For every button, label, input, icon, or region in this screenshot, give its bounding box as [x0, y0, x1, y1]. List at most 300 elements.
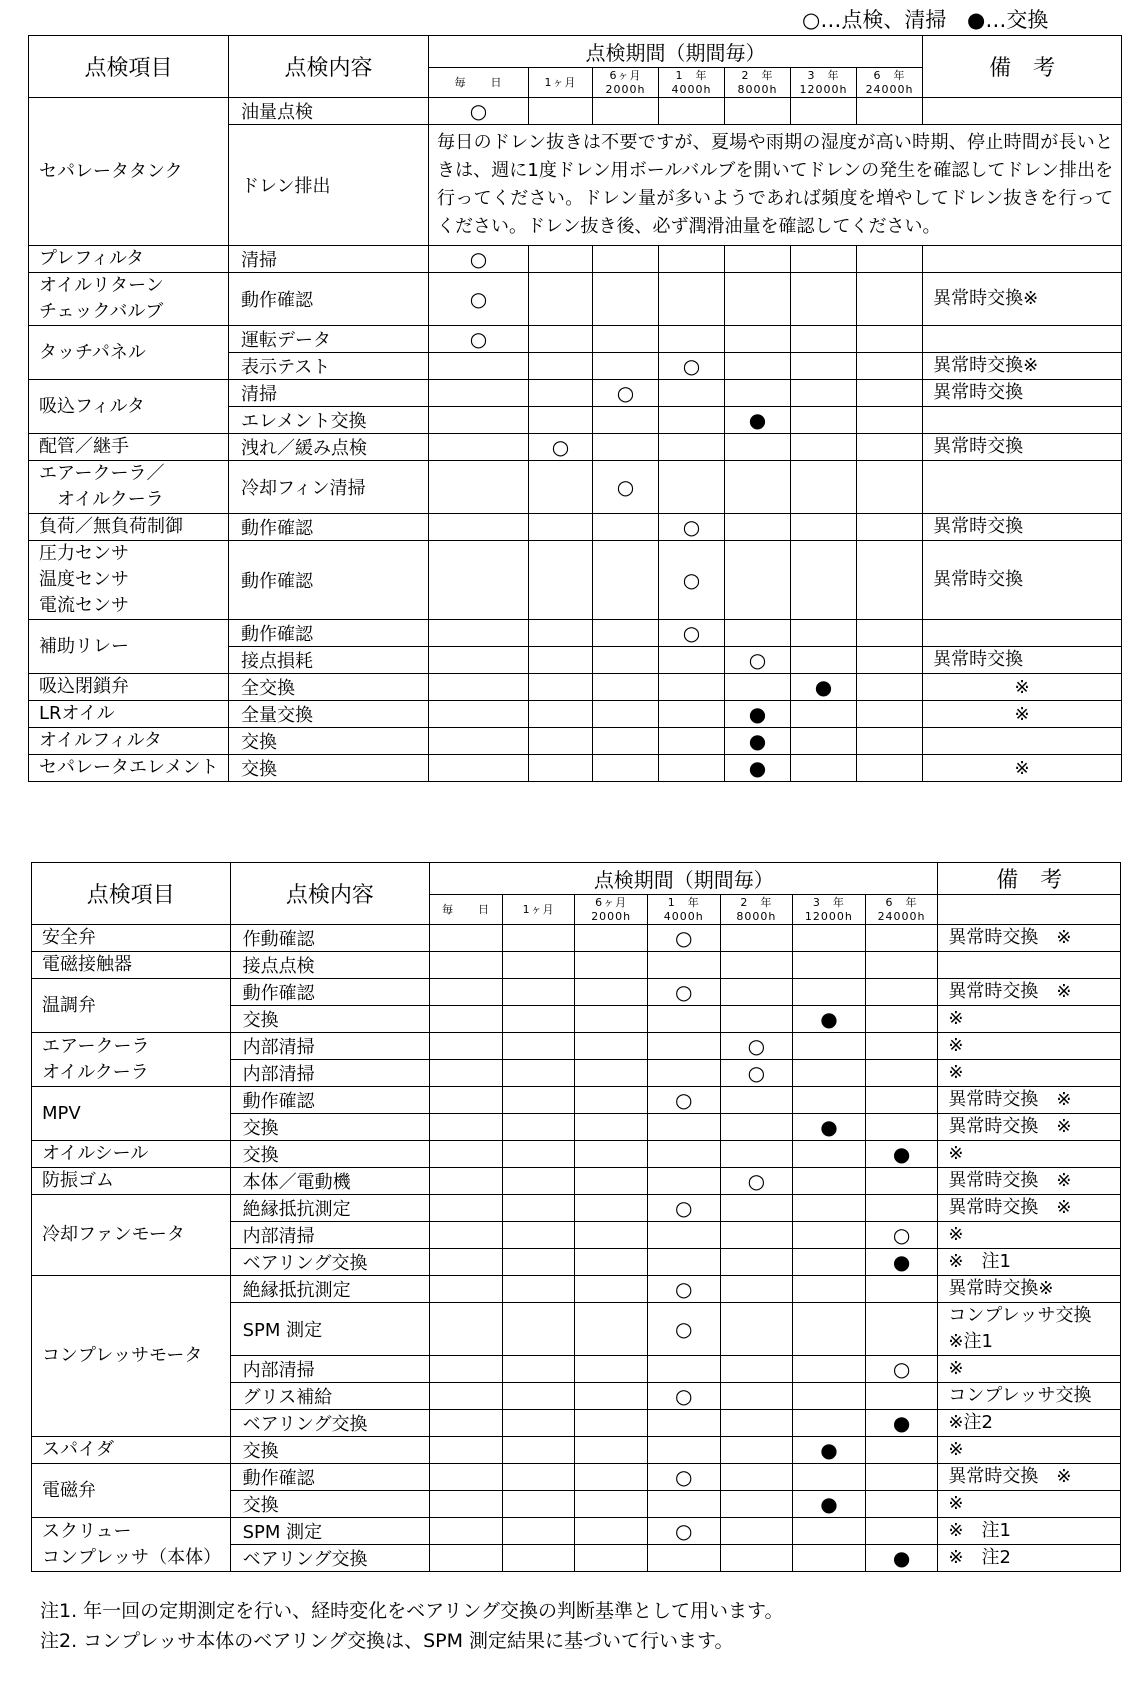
mark-cell: [647, 1195, 720, 1222]
mark-cell: [575, 1491, 648, 1518]
mark-cell: [857, 380, 923, 407]
table-row: [32, 1168, 1121, 1195]
drain-note: 毎日のドレン抜きは不要ですが、夏場や雨期の湿度が高い時期、停止時間が長いときは、週に1度ドレン用ボールバルブを開いてドレンの発生を確認してドレン排出を行ってください。ドレン量が多いようであれば頻度を増やしてドレン抜きを行ってください。ドレン抜き後、必ず潤滑油量を確認してください。: [429, 125, 1122, 246]
content-cell: エレメント交換: [229, 407, 429, 434]
remark-cell: 異常時交換: [923, 380, 1122, 407]
mark-cell: [593, 380, 659, 407]
mark-cell: [865, 1303, 938, 1356]
inspect-mark: ○: [747, 1061, 766, 1085]
mark-cell: [865, 1276, 938, 1303]
mark-cell: [793, 1356, 866, 1383]
mark-cell: [647, 1087, 720, 1114]
table-row: [29, 620, 1122, 647]
mark-cell: [720, 1195, 793, 1222]
remark-cell: ※: [938, 1060, 1121, 1087]
remark-cell: ※: [938, 1222, 1121, 1249]
item-cell: 吸込フィルタ: [29, 380, 229, 434]
table-row: [29, 728, 1122, 755]
mark-cell: [793, 1060, 866, 1087]
table-row: [32, 979, 1121, 1006]
period-col-3: [659, 68, 725, 98]
footnote-1: 注1. 年一回の定期測定を行い、経時変化をベアリング交換の判断基準として用います。: [40, 1600, 784, 1622]
mark-cell: [791, 461, 857, 514]
content-cell: 清掃: [229, 246, 429, 273]
content-cell: ベアリング交換: [230, 1545, 430, 1572]
mark-cell: [647, 1437, 720, 1464]
header-content: 点検内容: [229, 36, 429, 98]
content-cell: ベアリング交換: [230, 1249, 430, 1276]
legend-open: ○…点検、清掃: [802, 8, 947, 32]
mark-cell: [430, 1060, 503, 1087]
mark-cell: [865, 1383, 938, 1410]
remark-cell: 異常時交換※: [923, 273, 1122, 326]
remark-cell: [923, 326, 1122, 353]
table-row: [29, 541, 1122, 620]
period-hours: 8000h: [737, 82, 778, 96]
mark-cell: [430, 1410, 503, 1437]
table1-header: [29, 36, 1122, 98]
item-cell: 負荷／無負荷制御: [29, 514, 229, 541]
mark-cell: [529, 246, 593, 273]
mark-cell: [502, 1222, 575, 1249]
mark-cell: [593, 326, 659, 353]
remark-cell: [923, 98, 1122, 125]
inspect-mark: ○: [675, 1384, 693, 1408]
mark-cell: [791, 434, 857, 461]
header-item: 点検項目: [29, 36, 229, 98]
mark-cell: [529, 701, 593, 728]
content-cell: 交換: [230, 1491, 430, 1518]
item-cell: セパレータタンク: [29, 98, 229, 246]
table-row: [29, 461, 1122, 514]
mark-cell: [529, 541, 593, 620]
mark-cell: [593, 728, 659, 755]
remark-cell: ※: [923, 674, 1122, 701]
content-cell: SPM 測定: [230, 1518, 430, 1545]
period-col-1: [502, 895, 575, 925]
mark-cell: [502, 1518, 575, 1545]
header-period: 点検期間（期間毎）: [430, 863, 938, 895]
inspect-mark: ○: [616, 475, 635, 499]
mark-cell: [865, 1491, 938, 1518]
mark-cell: [430, 1114, 503, 1141]
mark-cell: [647, 1464, 720, 1491]
mark-cell: [429, 728, 529, 755]
mark-cell: [575, 1222, 648, 1249]
mark-cell: [575, 1195, 648, 1222]
table-row: [32, 1464, 1121, 1491]
mark-cell: [725, 273, 791, 326]
mark-cell: [791, 98, 857, 125]
mark-cell: [793, 1114, 866, 1141]
content-cell: 交換: [229, 728, 429, 755]
remark-cell: 異常時交換: [923, 541, 1122, 620]
content-cell: 交換: [229, 755, 429, 782]
item-cell: スクリュー コンプレッサ（本体）: [32, 1518, 231, 1572]
mark-cell: [429, 273, 529, 326]
table-row: [32, 1437, 1121, 1464]
table-row: [29, 674, 1122, 701]
mark-cell: [502, 1249, 575, 1276]
inspect-mark: ○: [469, 287, 488, 311]
remark-cell: [923, 728, 1122, 755]
mark-cell: [430, 1518, 503, 1545]
mark-cell: [720, 1276, 793, 1303]
mark-cell: [647, 1006, 720, 1033]
mark-cell: [575, 1276, 648, 1303]
mark-cell: [575, 1033, 648, 1060]
replace-mark: ●: [892, 1250, 911, 1274]
mark-cell: [865, 1006, 938, 1033]
remark-cell: コンプレッサ交換 ※注1: [938, 1303, 1121, 1356]
mark-cell: [575, 1114, 648, 1141]
remark-cell: ※: [923, 701, 1122, 728]
mark-cell: [575, 1303, 648, 1356]
mark-cell: [720, 1303, 793, 1356]
mark-cell: [659, 514, 725, 541]
mark-cell: [502, 1545, 575, 1572]
remark-cell: ※ 注1: [938, 1518, 1121, 1545]
header-remarks: 備 考: [923, 36, 1122, 98]
mark-cell: [791, 353, 857, 380]
remark-cell: 異常時交換 ※: [938, 979, 1121, 1006]
mark-cell: [857, 674, 923, 701]
mark-cell: [793, 979, 866, 1006]
inspect-mark: ○: [747, 1169, 766, 1193]
mark-cell: [659, 755, 725, 782]
item-cell: 冷却ファンモータ: [32, 1195, 231, 1276]
content-cell: ドレン排出: [229, 125, 429, 246]
mark-cell: [793, 1410, 866, 1437]
period-col-6: [857, 68, 923, 98]
mark-cell: [429, 353, 529, 380]
mark-cell: [720, 1383, 793, 1410]
inspect-mark: ○: [675, 1519, 693, 1543]
mark-cell: [593, 541, 659, 620]
content-cell: 動作確認: [230, 979, 430, 1006]
mark-cell: [529, 514, 593, 541]
mark-cell: [865, 952, 938, 979]
mark-cell: [647, 925, 720, 952]
mark-cell: [502, 1276, 575, 1303]
remark-cell: 異常時交換: [923, 514, 1122, 541]
mark-cell: [502, 979, 575, 1006]
mark-cell: [502, 1141, 575, 1168]
mark-cell: [865, 1249, 938, 1276]
inspect-mark: ○: [675, 926, 693, 950]
mark-cell: [659, 728, 725, 755]
mark-cell: [529, 434, 593, 461]
mark-cell: [430, 1383, 503, 1410]
mark-cell: [593, 620, 659, 647]
mark-cell: [647, 1114, 720, 1141]
mark-cell: [725, 755, 791, 782]
mark-cell: [865, 1114, 938, 1141]
mark-cell: [857, 755, 923, 782]
remark-cell: [923, 246, 1122, 273]
remark-cell: ※注2: [938, 1410, 1121, 1437]
mark-cell: [793, 925, 866, 952]
mark-cell: [575, 1087, 648, 1114]
table2-body: [32, 925, 1121, 1572]
mark-cell: [865, 925, 938, 952]
table2-header: [32, 863, 1121, 925]
item-cell: MPV: [32, 1087, 231, 1141]
mark-cell: [865, 1087, 938, 1114]
content-cell: 全量交換: [229, 701, 429, 728]
mark-cell: [720, 1087, 793, 1114]
mark-cell: [529, 674, 593, 701]
mark-cell: [593, 246, 659, 273]
mark-cell: [575, 1464, 648, 1491]
item-cell: 配管／継手: [29, 434, 229, 461]
mark-cell: [529, 728, 593, 755]
mark-cell: [647, 1356, 720, 1383]
period-label: 6 年: [885, 895, 918, 909]
replace-mark: ●: [820, 1492, 838, 1516]
remark-cell: ※ 注1: [938, 1249, 1121, 1276]
content-cell: 動作確認: [229, 541, 429, 620]
mark-cell: [429, 514, 529, 541]
mark-cell: [502, 1303, 575, 1356]
mark-cell: [793, 1545, 866, 1572]
mark-cell: [430, 1141, 503, 1168]
mark-cell: [857, 407, 923, 434]
header-item: 点検項目: [32, 863, 231, 925]
mark-cell: [793, 1437, 866, 1464]
table-row: [32, 952, 1121, 979]
mark-cell: [593, 407, 659, 434]
mark-cell: [720, 1356, 793, 1383]
inspect-mark: ○: [675, 980, 693, 1004]
period-label: 3 年: [812, 895, 845, 909]
mark-cell: [720, 979, 793, 1006]
table-row: [29, 434, 1122, 461]
mark-cell: [725, 326, 791, 353]
mark-cell: [791, 647, 857, 674]
item-cell: 電磁接触器: [32, 952, 231, 979]
mark-cell: [791, 701, 857, 728]
mark-cell: [575, 925, 648, 952]
content-cell: 交換: [230, 1141, 430, 1168]
mark-cell: [865, 1545, 938, 1572]
mark-cell: [647, 952, 720, 979]
mark-cell: [720, 1033, 793, 1060]
mark-cell: [865, 979, 938, 1006]
period-hours: 24000h: [865, 82, 914, 96]
table-row: [29, 273, 1122, 326]
mark-cell: [659, 326, 725, 353]
mark-cell: [725, 728, 791, 755]
mark-cell: [429, 461, 529, 514]
remark-cell: [938, 952, 1121, 979]
mark-cell: [593, 514, 659, 541]
period-col-1: [529, 68, 593, 98]
mark-cell: [791, 246, 857, 273]
mark-cell: [575, 1006, 648, 1033]
mark-cell: [593, 755, 659, 782]
mark-cell: [529, 326, 593, 353]
item-cell: タッチパネル: [29, 326, 229, 380]
item-cell: オイルフィルタ: [29, 728, 229, 755]
mark-cell: [725, 461, 791, 514]
mark-cell: [793, 1222, 866, 1249]
remark-cell: 異常時交換※: [938, 1276, 1121, 1303]
content-cell: 運転データ: [229, 326, 429, 353]
remark-cell: [923, 461, 1122, 514]
mark-cell: [793, 1276, 866, 1303]
replace-mark: ●: [748, 729, 767, 753]
content-cell: 洩れ／緩み点検: [229, 434, 429, 461]
mark-cell: [529, 380, 593, 407]
mark-cell: [647, 1249, 720, 1276]
mark-cell: [791, 728, 857, 755]
header-remarks-blank: [938, 895, 1121, 925]
mark-cell: [502, 1491, 575, 1518]
item-cell: セパレータエレメント: [29, 755, 229, 782]
mark-cell: [529, 273, 593, 326]
period-label: 6ヶ月: [595, 895, 628, 909]
remark-cell: ※: [938, 1437, 1121, 1464]
content-cell: 内部清掃: [230, 1356, 430, 1383]
table-row: [29, 755, 1122, 782]
remark-cell: 異常時交換: [923, 647, 1122, 674]
mark-cell: [791, 326, 857, 353]
remark-cell: 異常時交換 ※: [938, 1464, 1121, 1491]
mark-cell: [793, 1195, 866, 1222]
period-label: 毎 日: [442, 902, 491, 916]
period-label: 2 年: [740, 895, 773, 909]
mark-cell: [857, 728, 923, 755]
mark-cell: [430, 1437, 503, 1464]
period-col-0: [429, 68, 529, 98]
mark-cell: [720, 1114, 793, 1141]
mark-cell: [529, 353, 593, 380]
table-row: [29, 514, 1122, 541]
period-label: 1 年: [675, 68, 708, 82]
mark-cell: [659, 353, 725, 380]
mark-cell: [647, 1491, 720, 1518]
remark-cell: 異常時交換 ※: [938, 1087, 1121, 1114]
mark-cell: [647, 1033, 720, 1060]
period-label: 毎 日: [454, 75, 503, 89]
mark-cell: [647, 979, 720, 1006]
header-remarks: 備 考: [938, 863, 1121, 895]
mark-cell: [791, 755, 857, 782]
content-cell: 動作確認: [229, 273, 429, 326]
mark-cell: [725, 701, 791, 728]
mark-cell: [865, 1518, 938, 1545]
period-hours: 4000h: [671, 82, 712, 96]
mark-cell: [865, 1141, 938, 1168]
content-cell: グリス補給: [230, 1383, 430, 1410]
replace-mark: ●: [748, 756, 767, 780]
mark-cell: [647, 1060, 720, 1087]
mark-cell: [793, 1383, 866, 1410]
mark-cell: [720, 952, 793, 979]
replace-mark: ●: [748, 702, 767, 726]
replace-mark: ●: [892, 1411, 911, 1435]
item-cell: プレフィルタ: [29, 246, 229, 273]
mark-cell: [647, 1141, 720, 1168]
mark-cell: [647, 1222, 720, 1249]
mark-cell: [647, 1168, 720, 1195]
mark-cell: [529, 407, 593, 434]
inspection-table-1: [28, 35, 1122, 782]
content-cell: 内部清掃: [230, 1060, 430, 1087]
mark-cell: [430, 1195, 503, 1222]
legend-filled: ●…交換: [967, 8, 1049, 32]
mark-cell: [593, 353, 659, 380]
item-cell: エアークーラ／ オイルクーラ: [29, 461, 229, 514]
mark-cell: [793, 1141, 866, 1168]
mark-cell: [793, 1464, 866, 1491]
mark-cell: [725, 541, 791, 620]
inspect-mark: ○: [747, 1034, 766, 1058]
mark-cell: [659, 674, 725, 701]
mark-cell: [793, 1303, 866, 1356]
mark-cell: [429, 647, 529, 674]
mark-cell: [430, 1249, 503, 1276]
mark-cell: [502, 1087, 575, 1114]
mark-cell: [659, 246, 725, 273]
table-row: [29, 326, 1122, 353]
mark-cell: [429, 380, 529, 407]
mark-cell: [502, 1383, 575, 1410]
mark-cell: [575, 1356, 648, 1383]
mark-cell: [857, 541, 923, 620]
mark-cell: [725, 380, 791, 407]
footnote-2: 注2. コンプレッサ本体のベアリング交換は、SPM 測定結果に基づいて行います。: [40, 1630, 734, 1652]
replace-mark: ●: [748, 408, 767, 432]
table-row: [32, 1087, 1121, 1114]
mark-cell: [793, 1249, 866, 1276]
content-cell: 交換: [230, 1006, 430, 1033]
mark-cell: [647, 1276, 720, 1303]
mark-cell: [857, 434, 923, 461]
mark-cell: [430, 979, 503, 1006]
mark-cell: [720, 1060, 793, 1087]
mark-cell: [720, 1518, 793, 1545]
remark-cell: ※: [938, 1006, 1121, 1033]
mark-cell: [659, 434, 725, 461]
mark-cell: [430, 1222, 503, 1249]
remark-cell: 異常時交換: [923, 434, 1122, 461]
mark-cell: [659, 647, 725, 674]
inspect-mark: ○: [469, 99, 488, 123]
item-cell: エアークーラ オイルクーラ: [32, 1033, 231, 1087]
mark-cell: [725, 434, 791, 461]
mark-cell: [725, 514, 791, 541]
mark-cell: [793, 1087, 866, 1114]
mark-cell: [502, 1437, 575, 1464]
mark-cell: [430, 1087, 503, 1114]
mark-cell: [502, 1410, 575, 1437]
mark-cell: [791, 620, 857, 647]
remark-cell: 異常時交換 ※: [938, 1114, 1121, 1141]
header-content: 点検内容: [230, 863, 430, 925]
mark-cell: [720, 1491, 793, 1518]
mark-cell: [725, 246, 791, 273]
mark-cell: [865, 1168, 938, 1195]
table-row: [32, 925, 1121, 952]
period-col-2: [593, 68, 659, 98]
item-cell: 電磁弁: [32, 1464, 231, 1518]
content-cell: 接点損耗: [229, 647, 429, 674]
mark-cell: [529, 98, 593, 125]
mark-cell: [430, 1033, 503, 1060]
mark-cell: [430, 1545, 503, 1572]
